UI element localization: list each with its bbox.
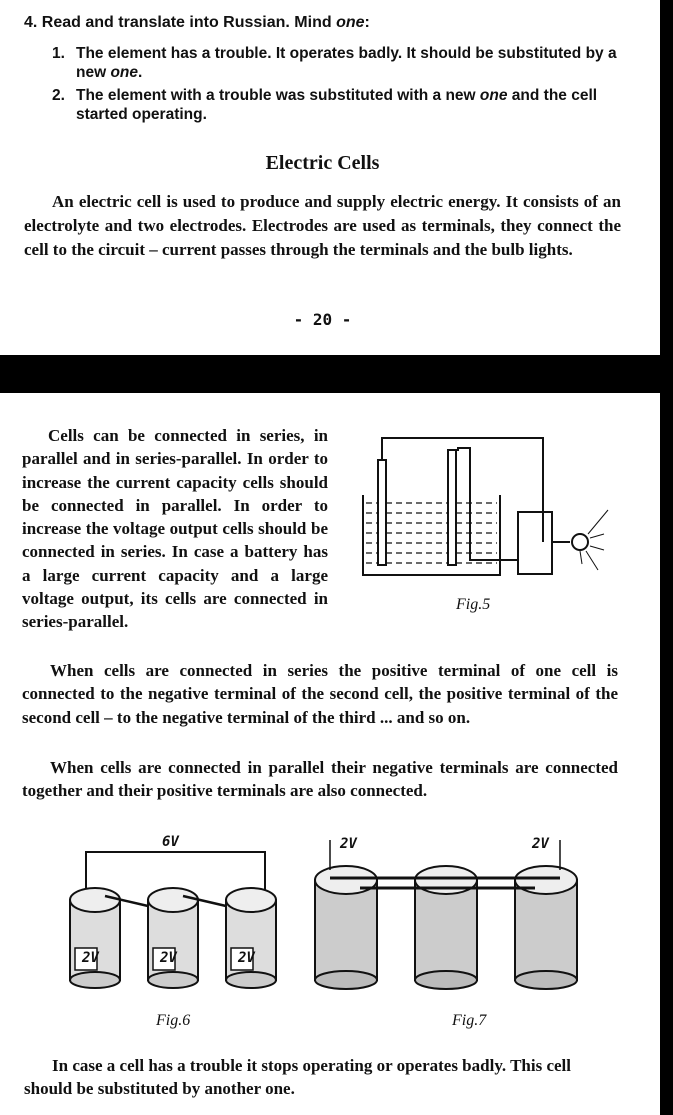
exercise-item-number: 2. <box>52 87 65 104</box>
right-edge-band <box>660 0 673 1115</box>
fig6-total-voltage: 6V <box>162 834 179 850</box>
exercise-item-emphasis: one <box>479 87 508 104</box>
fig6-cell-voltage: 2V <box>160 950 177 966</box>
exercise-item-end: . <box>138 64 143 81</box>
exercise-heading <box>24 14 370 32</box>
exercise-item-end: and the cell started operating. <box>76 87 598 123</box>
fig5-caption: Fig.5 <box>456 596 491 613</box>
exercise-number: 4. <box>24 14 38 31</box>
top-page-fragment <box>0 0 660 355</box>
fig6-cell <box>70 888 120 988</box>
fig5-bulb <box>572 534 588 550</box>
fig6-wire <box>86 852 265 892</box>
cell-trouble-paragraph: In case a cell has a trouble it stops operating or operates badly. This cell should be substituted by another one. <box>24 1056 571 1099</box>
exercise-instruction: Read and translate into Russian. Mind <box>41 14 332 31</box>
section-title: Electric Cells <box>265 152 380 174</box>
fig6-cell-voltage: 2V <box>238 950 255 966</box>
exercise-item-text: The element has a trouble. It operates badly. It should be substituted by a new <box>76 45 617 81</box>
fig6-fig7-diagram <box>60 830 600 1000</box>
parallel-connection-paragraph: When cells are connected in parallel their negative terminals are connected together and their positive terminals are also connected. <box>22 758 618 801</box>
page-gap-band <box>0 355 673 393</box>
fig7-cell <box>315 866 377 989</box>
exercise-item-number: 1. <box>52 45 65 62</box>
fig5-electrode-right <box>448 450 456 565</box>
exercise-instruction-emphasis: one <box>336 14 365 31</box>
fig7-cell <box>415 866 477 989</box>
fig7-voltage-right: 2V <box>532 836 549 852</box>
fig7-voltage-left: 2V <box>340 836 357 852</box>
fig6-cell-voltage: 2V <box>82 950 99 966</box>
fig6-caption: Fig.6 <box>156 1012 191 1029</box>
intro-paragraph: An electric cell is used to produce and supply electric energy. It consists of an electrolyte and two electrodes. Electrodes are used as terminals, they connect the cell to the circuit – current passes through the terminals and the bulb lights. <box>24 192 621 259</box>
fig7-caption: Fig.7 <box>452 1012 487 1029</box>
connection-types-paragraph: Cells can be connected in series, in parallel and in series-parallel. In order to increase the current capacity cells should be connected in parallel. In order to increase the voltage output cells should be connected in series. In case a battery has a large current capacity and a large voltage output, its cells are connected in series-parallel. <box>22 426 328 632</box>
exercise-item <box>52 44 627 82</box>
fig5-wire-top <box>382 438 543 512</box>
fig5-light-rays <box>580 510 608 570</box>
page-number: - 20 - <box>293 310 352 329</box>
exercise-item-emphasis: one <box>110 64 139 81</box>
fig5-switch-box <box>518 512 552 574</box>
fig6-cell <box>148 888 198 988</box>
fig6-cell <box>226 888 276 988</box>
exercise-item <box>52 86 627 124</box>
exercise-instruction-end: : <box>364 14 370 31</box>
exercise-list <box>52 44 627 128</box>
fig5-electrode-left <box>378 460 386 565</box>
series-connection-paragraph: When cells are connected in series the positive terminal of one cell is connected to the negative terminal of the second cell, the positive terminal of the second cell – to the negative terminal of the third ... and so on. <box>22 661 618 727</box>
fig5-cell-diagram <box>358 430 618 620</box>
fig7-cell <box>515 866 577 989</box>
exercise-item-text: The element with a trouble was substituted with a new <box>76 87 476 104</box>
